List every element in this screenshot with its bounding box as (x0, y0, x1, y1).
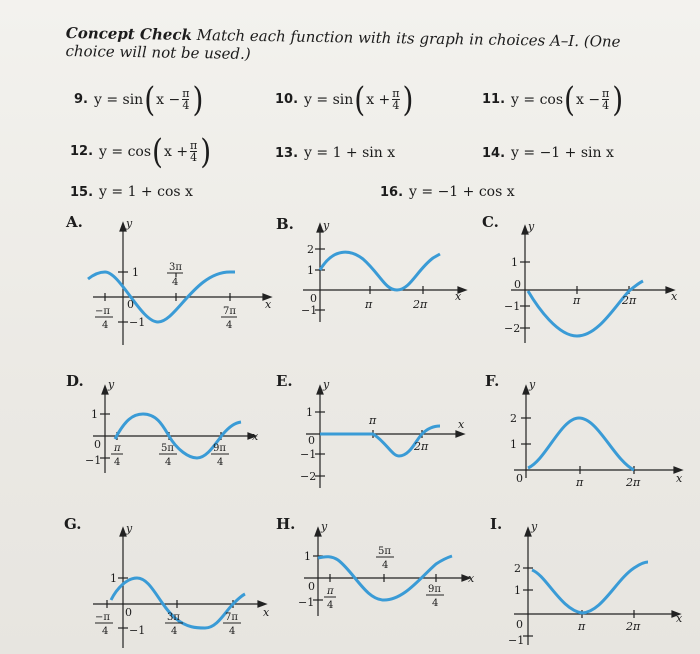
tick-0: 0 (310, 292, 317, 305)
tick-1: 1 (110, 572, 117, 585)
tick-0: 0 (516, 618, 523, 631)
problem-equation-prefix: y = sin (93, 91, 144, 108)
frac-den: 4 (392, 99, 400, 112)
frac-num: π (182, 87, 190, 100)
close-paren: ) (612, 79, 624, 119)
tick-7pi-4-num: 7π (225, 612, 238, 623)
tick-neg-pi-4-den: 4 (102, 320, 109, 331)
problem-number: 10. (275, 92, 299, 107)
y-axis-label: y (529, 378, 536, 391)
x-axis-arrow-icon (456, 431, 464, 437)
graph-label-i: I. (490, 515, 503, 533)
y-axis-label: y (531, 520, 538, 533)
tick-neg-pi-4-num: −π (95, 306, 110, 317)
graph-label-b: B. (276, 215, 294, 233)
tick-2pi: 2π (413, 298, 428, 311)
problem-equation: y = −1 + sin x (511, 145, 614, 161)
y-axis-label: y (323, 378, 330, 391)
y-axis-label: y (321, 520, 328, 533)
tick-5pi-4-den: 4 (382, 560, 389, 571)
problem-equation-prefix: y = cos (511, 91, 564, 108)
problem-number: 15. (70, 184, 94, 200)
x-axis-label: x (468, 572, 475, 585)
tick-0: 0 (308, 434, 315, 447)
graph-label-e: E. (276, 372, 293, 390)
tick-neg-1: −1 (298, 596, 315, 609)
problem-number: 16. (380, 184, 404, 200)
tick-neg-pi-4-num: −π (95, 612, 110, 623)
close-paren: ) (200, 131, 212, 171)
tick-1: 1 (132, 266, 139, 279)
y-axis-label: y (126, 522, 133, 535)
problem-13 (275, 145, 395, 161)
graph-b (295, 218, 475, 328)
tick-0: 0 (127, 298, 134, 311)
tick-1: 1 (306, 406, 313, 419)
graph-label-h: H. (276, 515, 296, 533)
tick-neg-pi-4-den: 4 (102, 626, 109, 637)
graph-g (85, 520, 275, 650)
tick-1: 1 (307, 264, 314, 277)
tick-2: 2 (307, 243, 314, 256)
graph-label-a: A. (66, 213, 83, 231)
graph-d (85, 378, 275, 478)
tick-pi: π (573, 294, 581, 307)
open-paren: ( (354, 79, 366, 119)
heading-text: Match each function with its graph in choices A–I. (One choice will not be used.) (65, 26, 621, 63)
tick-pi: π (578, 620, 586, 633)
problem-number: 11. (482, 92, 506, 107)
graph-e (298, 378, 478, 493)
problem-16 (380, 184, 515, 200)
problem-equation: y = −1 + cos x (409, 184, 515, 200)
tick-9pi-4-den: 4 (432, 598, 439, 609)
open-paren: ( (152, 131, 163, 171)
frac-num: π (602, 87, 610, 100)
y-axis-label: y (126, 217, 133, 230)
fraction (190, 140, 197, 163)
x-axis-label: x (458, 418, 465, 431)
problem-inner: x + (163, 143, 189, 160)
problem-15 (70, 184, 193, 200)
open-paren: ( (144, 79, 156, 119)
tick-neg-1: −1 (129, 624, 146, 637)
problem-inner: x + (366, 91, 391, 108)
curve (320, 252, 440, 290)
problem-equation: y = 1 + cos x (99, 184, 193, 200)
tick-1: 1 (510, 438, 517, 451)
tick-9pi-4-den: 4 (217, 457, 224, 468)
tick-neg-1: −1 (129, 316, 146, 329)
tick-0: 0 (516, 472, 523, 485)
tick-9pi-4-num: 9π (428, 584, 441, 595)
fraction (392, 88, 399, 111)
graph-label-f: F. (485, 372, 500, 390)
problem-10 (275, 79, 414, 119)
tick-neg-1: −1 (301, 304, 318, 317)
tick-1: 1 (91, 408, 98, 421)
fraction (602, 88, 609, 111)
tick-pi: π (365, 298, 373, 311)
close-paren: ) (192, 79, 204, 119)
tick-neg-2: −2 (504, 322, 521, 335)
heading-bold: Concept Check (65, 24, 193, 44)
problem-equation-prefix: y = sin (304, 91, 354, 108)
tick-7pi-4-num: 7π (223, 306, 236, 317)
curve (532, 562, 648, 613)
tick-5pi-4-num: 5π (378, 546, 391, 557)
tick-3pi-4-den: 4 (171, 626, 178, 637)
x-axis-label: x (455, 290, 462, 303)
frac-num: π (392, 87, 400, 100)
tick-pi-4-den: 4 (327, 600, 334, 611)
tick-0: 0 (125, 606, 132, 619)
graph-label-c: C. (482, 213, 499, 231)
y-axis-label: y (323, 219, 330, 232)
problem-inner: x − (575, 91, 601, 108)
curve (528, 418, 634, 470)
tick-pi-4-num: π (114, 443, 121, 454)
tick-pi: π (369, 414, 377, 427)
frac-num: π (190, 139, 198, 152)
tick-3pi-4-num: 3π (167, 612, 180, 623)
problem-14 (482, 145, 614, 161)
tick-pi-4-den: 4 (114, 457, 121, 468)
tick-3pi-4-num: 3π (169, 262, 182, 273)
graph-label-d: D. (66, 372, 84, 390)
problem-9 (74, 79, 204, 119)
x-axis-label: x (676, 472, 683, 485)
problem-number: 12. (70, 144, 94, 159)
graph-a (85, 215, 275, 355)
tick-neg-1: −1 (300, 448, 317, 461)
problem-12 (70, 131, 212, 171)
frac-den: 4 (182, 99, 190, 112)
x-axis-label: x (263, 606, 270, 619)
tick-5pi-4-den: 4 (165, 457, 172, 468)
tick-2pi: 2π (414, 440, 429, 453)
graph-f (506, 378, 686, 493)
x-axis-label: x (676, 612, 683, 625)
tick-5pi-4-num: 5π (161, 443, 174, 454)
graph-h (296, 520, 486, 620)
close-paren: ) (402, 79, 414, 119)
problem-equation: y = 1 + sin x (304, 145, 396, 161)
tick-1: 1 (304, 550, 311, 563)
x-axis-label: x (671, 290, 678, 303)
tick-pi-4-num: π (327, 586, 334, 597)
tick-neg-1: −1 (508, 634, 525, 647)
tick-neg-1: −1 (504, 300, 521, 313)
tick-0: 0 (94, 438, 101, 451)
frac-den: 4 (602, 99, 610, 112)
tick-7pi-4-den: 4 (226, 320, 233, 331)
x-axis-label: x (265, 298, 272, 311)
tick-2: 2 (514, 562, 521, 575)
problem-number: 9. (74, 92, 88, 107)
tick-2pi: 2π (622, 294, 637, 307)
problem-equation-prefix: y = cos (99, 143, 152, 160)
tick-3pi-4-den: 4 (172, 277, 179, 288)
graph-c (503, 218, 683, 348)
frac-den: 4 (190, 151, 198, 164)
problem-number: 14. (482, 145, 506, 161)
tick-neg-1: −1 (85, 454, 102, 467)
open-paren: ( (564, 79, 575, 119)
tick-pi: π (576, 476, 584, 489)
x-axis-label: x (252, 430, 259, 443)
tick-2pi: 2π (626, 476, 641, 489)
y-axis-label: y (528, 220, 535, 233)
problem-11 (482, 79, 624, 119)
graph-i (506, 520, 686, 650)
exercise-heading (65, 24, 665, 69)
tick-0: 0 (514, 278, 521, 291)
tick-2pi: 2π (626, 620, 641, 633)
tick-1: 1 (511, 256, 518, 269)
tick-2: 2 (510, 412, 517, 425)
tick-7pi-4-den: 4 (229, 626, 236, 637)
graph-label-g: G. (64, 515, 82, 533)
y-axis-label: y (108, 378, 115, 391)
tick-neg-2: −2 (300, 470, 317, 483)
fraction (182, 88, 189, 111)
tick-1: 1 (514, 584, 521, 597)
tick-9pi-4-num: 9π (213, 443, 226, 454)
curve (528, 281, 643, 336)
tick-0: 0 (308, 580, 315, 593)
problem-number: 13. (275, 145, 299, 161)
problem-inner: x − (156, 91, 181, 108)
